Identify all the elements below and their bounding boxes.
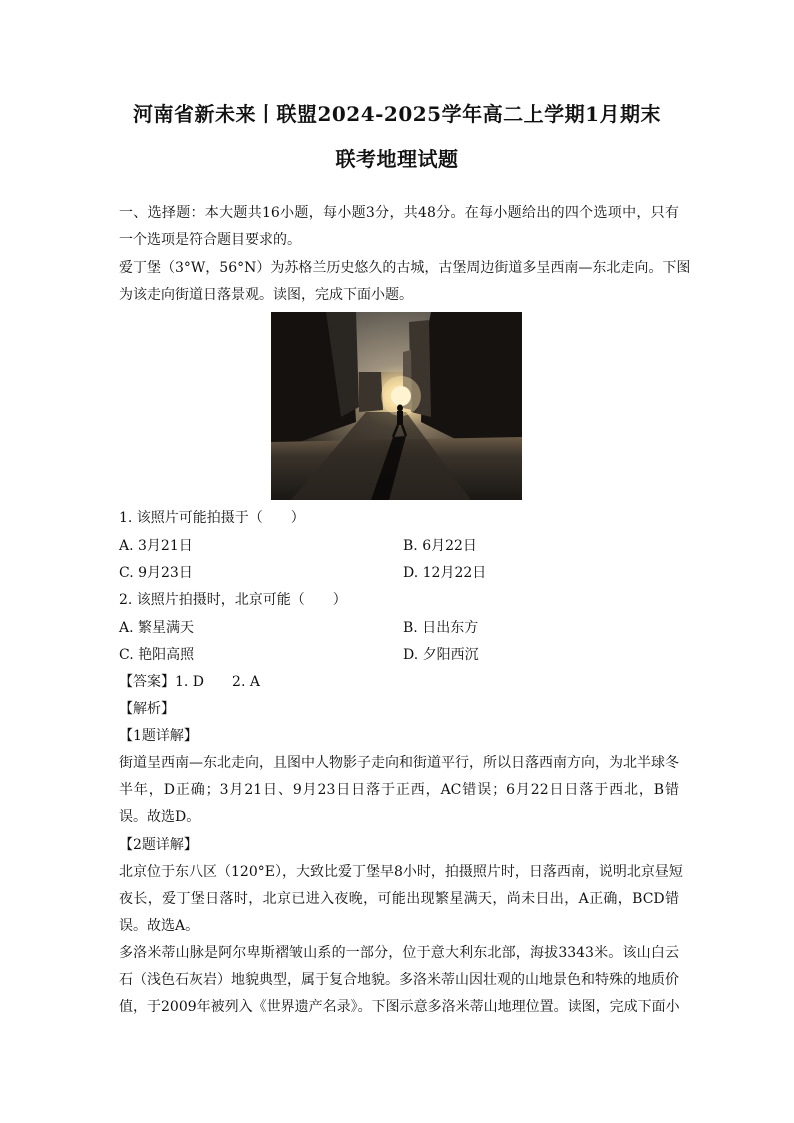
question-1-stem: 1. 该照片可能拍摄于（ ） — [119, 510, 305, 526]
question-2-option-a: A. 繁星满天 — [119, 620, 195, 636]
detail-1-line-3: 误。故选D。 — [119, 809, 201, 825]
detail-1-label: 【1题详解】 — [119, 728, 198, 744]
question-1-option-d: D. 12月22日 — [403, 565, 487, 581]
question-2-option-c: C. 艳阳高照 — [119, 647, 195, 663]
detail-1-line-2: 半年，D正确；3月21日、9月23日日落于正西，AC错误；6月22日日落于西北，B错 — [119, 782, 679, 798]
detail-2-line-2: 夜长，爱丁堡日落时，北京已进入夜晚，可能出现繁星满天，尚未日出，A正确，BCD错 — [119, 891, 679, 907]
street-sunset-photo — [271, 312, 522, 500]
detail-2-label: 【2题详解】 — [119, 837, 198, 853]
question-1-option-a: A. 3月21日 — [119, 538, 193, 554]
intro2-line-1: 多洛米蒂山脉是阿尔卑斯褶皱山系的一部分，位于意大利东北部，海拔3343米。该山白云 — [119, 945, 679, 961]
intro2-line-3: 值，于2009年被列入《世界遗产名录》。下图示意多洛米蒂山地理位置。读图，完成下面小 — [119, 999, 680, 1015]
detail-1-line-1: 街道呈西南—东北走向，且图中人物影子走向和街道平行，所以日落西南方向，为北半球冬 — [119, 755, 679, 771]
analysis-label: 【解析】 — [119, 701, 175, 717]
document-title-line-1: 河南省新未来丨联盟2024-2025学年高二上学期1月期末 — [132, 102, 662, 126]
question-2-option-b: B. 日出东方 — [403, 620, 479, 636]
answer-line: 【答案】1. D 2. A — [119, 674, 260, 690]
section-instruction-line-2: 一个选项是符合题目要求的。 — [119, 232, 301, 248]
detail-2-line-3: 误。故选A。 — [119, 918, 200, 934]
detail-2-line-1: 北京位于东八区（120°E），大致比爱丁堡早8小时，拍摄照片时，日落西南，说明北京昼短 — [119, 864, 683, 880]
intro1-line-1: 爱丁堡（3°W，56°N）为苏格兰历史悠久的古城，古堡周边街道多呈西南—东北走向。下图 — [119, 260, 691, 276]
intro2-line-2: 石（浅色石灰岩）地貌典型，属于复合地貌。多洛米蒂山因壮观的山地景色和特殊的地质价 — [119, 972, 679, 988]
question-1-option-c: C. 9月23日 — [119, 565, 193, 581]
question-2-option-d: D. 夕阳西沉 — [403, 647, 479, 663]
question-1-option-b: B. 6月22日 — [403, 538, 477, 554]
intro1-line-2: 为该走向街道日落景观。读图，完成下面小题。 — [119, 287, 413, 303]
section-instruction-line-1: 一、选择题：本大题共16小题，每小题3分，共48分。在每小题给出的四个选项中，只有 — [119, 205, 679, 221]
document-title-line-2: 联考地理试题 — [335, 147, 459, 171]
question-2-stem: 2. 该照片拍摄时，北京可能（ ） — [119, 592, 347, 608]
